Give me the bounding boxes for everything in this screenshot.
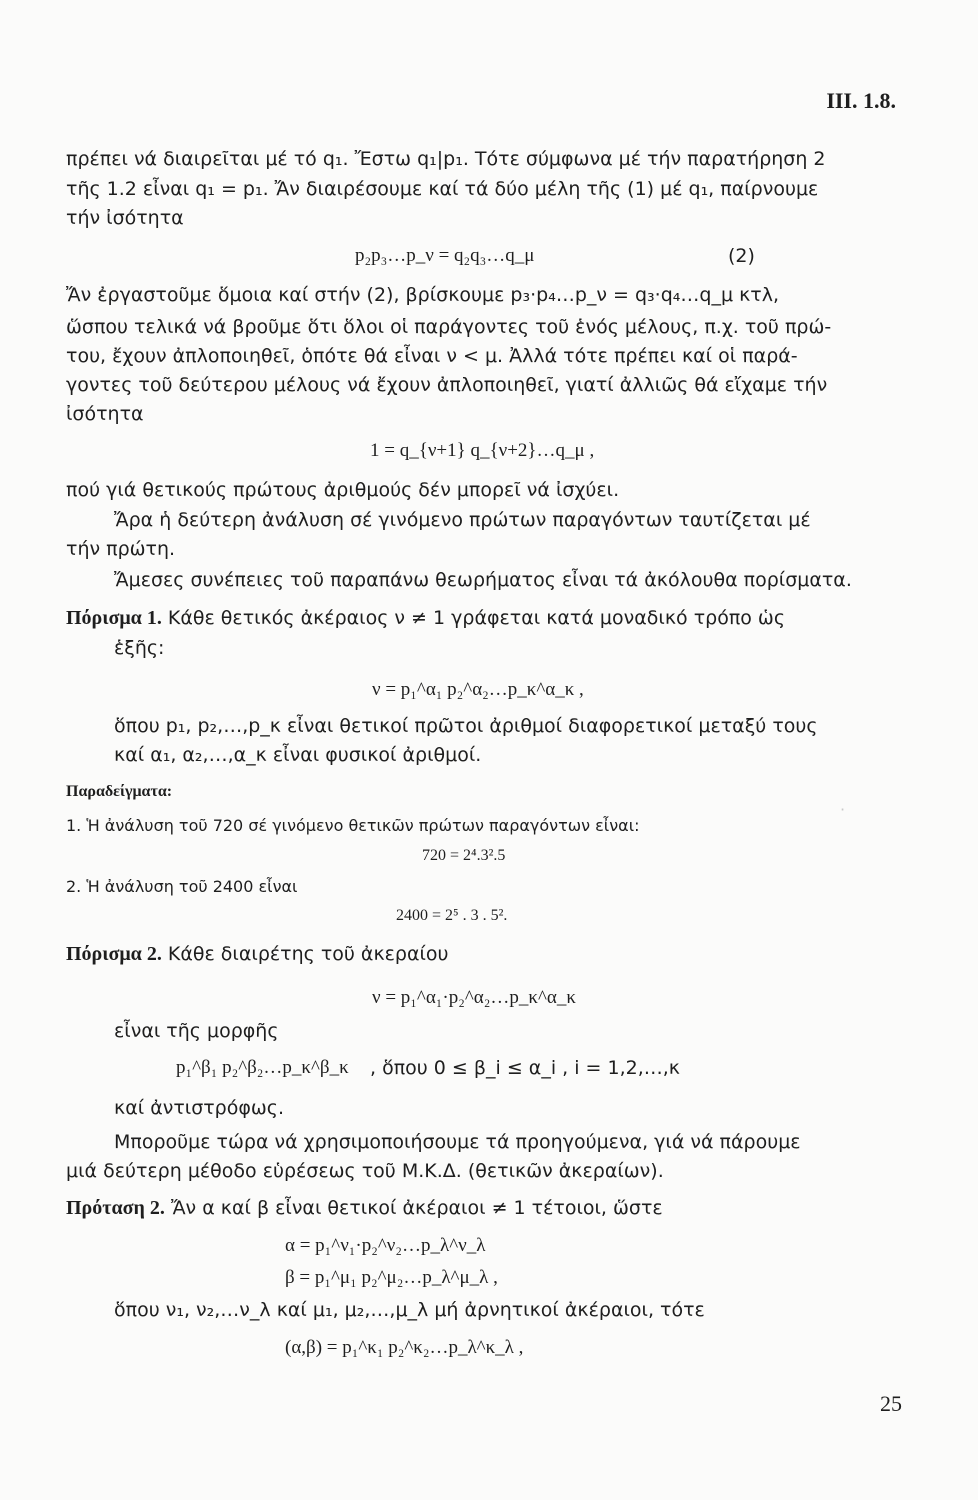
corollary-2-text: Κάθε διαιρέτης τοῦ ἀκεραίου <box>167 943 449 965</box>
text-line: του, ἔχουν ἀπλοποιηθεῖ, ὁπότε θά εἶναι ν < μ. Ἀλλά τότε πρέπει καί οἱ παρά- <box>66 345 798 367</box>
text-line: τῆς 1.2 εἶναι q₁ = p₁. Ἄν διαιρέσουμε καί τά δύο μέλη τῆς (1) μέ q₁, παίρνουμε <box>66 178 819 200</box>
text-line: ἰσότητα <box>66 403 144 425</box>
bleed-through: · <box>840 800 846 819</box>
corollary-1-text: Κάθε θετικός ἀκέραιος ν ≠ 1 γράφεται κατά μοναδικό τρόπο ὡς <box>167 607 785 629</box>
page-number: 25 <box>880 1391 902 1416</box>
text-line: Ἄμεσες συνέπειες τοῦ παραπάνω θεωρήματος εἶναι τά ἀκόλουθα πορίσματα. <box>114 569 852 591</box>
proposition-2 <box>66 1194 906 1222</box>
section-header: ΙΙΙ. 1.8. <box>826 88 896 113</box>
equation-number: (2) <box>728 245 755 267</box>
text-line: ἑξῆς: <box>114 637 165 659</box>
equation-2: p₂p₃…p_ν = q₂q₃…q_μ <box>355 245 535 266</box>
example-1-equation: 720 = 2⁴.3².5 <box>422 847 506 864</box>
divisor-form: p₁^β₁ p₂^β₂…p_κ^β_κ <box>176 1057 349 1078</box>
text-line: τήν ἰσότητα <box>66 207 184 229</box>
text-line: πού γιά θετικούς πρώτους ἀριθμούς δέν μπορεῖ νά ἰσχύει. <box>66 479 620 501</box>
text-line: Μποροῦμε τώρα νά χρησιμοποιήσουμε τά προηγούμενα, γιά νά πάρουμε <box>114 1131 801 1153</box>
equation-beta: β = p₁^μ₁ p₂^μ₂…p_λ^μ_λ , <box>285 1267 498 1288</box>
proposition-2-text: Ἄν α καί β εἶναι θετικοί ἀκέραιοι ≠ 1 τέτοιοι, ὥστε <box>170 1197 663 1219</box>
text-line: τήν πρώτη. <box>66 538 176 560</box>
example-1: 1. Ἡ ἀνάλυση τοῦ 720 σέ γινόμενο θετικῶν πρώτων παραγόντων εἶναι: <box>66 816 640 835</box>
gcd-equation: (α,β) = p₁^κ₁ p₂^κ₂…p_λ^κ_λ , <box>285 1337 524 1358</box>
corollary-1 <box>66 604 906 632</box>
text-line: καί ἀντιστρόφως. <box>114 1097 284 1119</box>
text-line: γοντες τοῦ δεύτερου μέλους νά ἔχουν ἀπλοποιηθεῖ, γιατί ἀλλιῶς θά εἴχαμε τήν <box>66 374 828 396</box>
proposition-2-label: Πρόταση 2. <box>66 1197 165 1219</box>
corollary-2-equation: ν = p₁^α₁·p₂^α₂…p_κ^α_κ <box>372 987 576 1008</box>
text-line: ὅπου ν₁, ν₂,…ν_λ καί μ₁, μ₂,…,μ_λ μή ἀρνητικοί ἀκέραιοι, τότε <box>114 1299 705 1321</box>
text-line: καί α₁, α₂,…,α_κ εἶναι φυσικοί ἀριθμοί. <box>114 744 482 766</box>
text-line: μιά δεύτερη μέθοδο εὑρέσεως τοῦ Μ.Κ.Δ. (θετικῶν ἀκεραίων). <box>66 1160 664 1182</box>
corollary-2-label: Πόρισμα 2. <box>66 943 162 965</box>
divisor-condition: , ὅπου 0 ≤ β_i ≤ α_i , i = 1,2,…,κ <box>370 1057 680 1079</box>
corollary-1-label: Πόρισμα 1. <box>66 607 162 629</box>
corollary-2 <box>66 940 906 968</box>
equation-alpha: α = p₁^ν₁·p₂^ν₂…p_λ^ν_λ <box>285 1235 486 1256</box>
text-line: Ἄν ἐργαστοῦμε ὅμοια καί στήν (2), βρίσκουμε p₃·p₄…p_ν = q₃·q₄…q_μ κτλ, <box>66 284 779 306</box>
equation-3: 1 = q_{ν+1} q_{ν+2}…q_μ , <box>370 440 595 461</box>
text-line: πρέπει νά διαιρεῖται μέ τό q₁. Ἔστω q₁|p₁. Τότε σύμφωνα μέ τήν παρατήρηση 2 <box>66 148 826 170</box>
text-line: εἶναι τῆς μορφῆς <box>114 1020 279 1042</box>
text-line: ὅπου p₁, p₂,…,p_κ εἶναι θετικοί πρῶτοι ἀριθμοί διαφορετικοί μεταξύ τους <box>114 715 818 737</box>
example-2: 2. Ἡ ἀνάλυση τοῦ 2400 εἶναι <box>66 877 298 896</box>
text-line: ὥσπου τελικά νά βροῦμε ὅτι ὅλοι οἱ παράγοντες τοῦ ἑνός μέλους, π.χ. τοῦ πρώ- <box>66 316 832 338</box>
corollary-1-equation: ν = p₁^α₁ p₂^α₂…p_κ^α_κ , <box>372 679 584 700</box>
text-line: Ἄρα ἡ δεύτερη ἀνάλυση σέ γινόμενο πρώτων παραγόντων ταυτίζεται μέ <box>114 509 811 531</box>
example-2-equation: 2400 = 2⁵ . 3 . 5². <box>396 907 508 924</box>
examples-label: Παραδείγματα: <box>66 783 173 800</box>
